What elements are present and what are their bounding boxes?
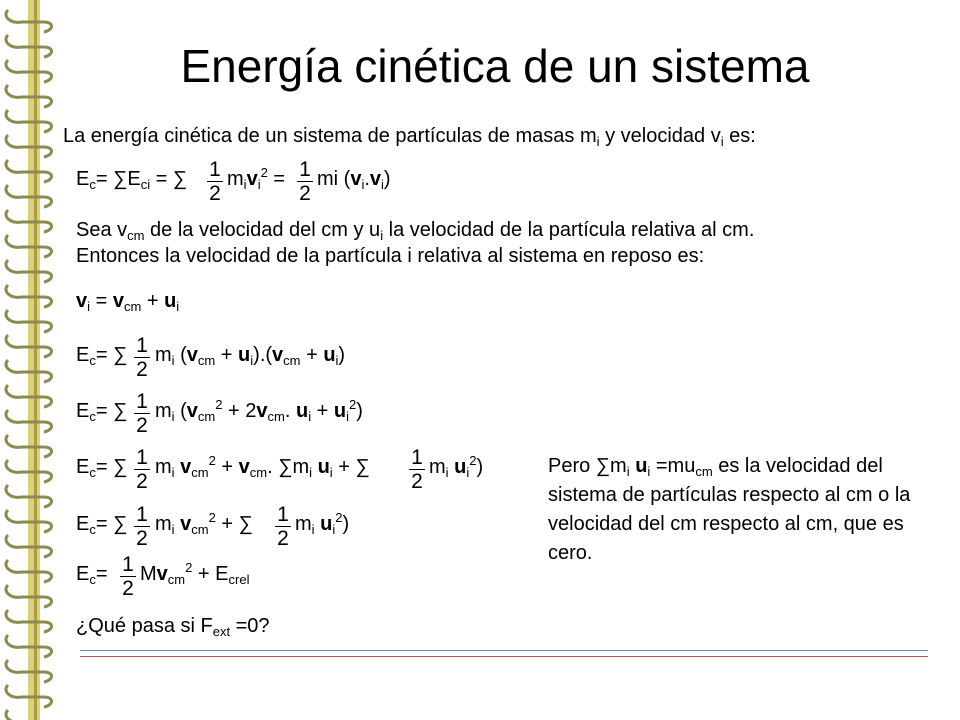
equation-ec-3-b: $m_i$ $v_{cm}^2 + v_{cm}$. $\sum m_i$ $u_i$ + ∑: [155, 453, 370, 480]
equation-ec-sum-c: mi $(v_i.v_i)$: [317, 168, 391, 192]
side-note: Pero $\sum m_i$ $u_i =mu_{cm}$ es la velocidad del sistema de partículas respecto al cm o la velocidad del cm respecto al cm, que es cero.: [548, 455, 911, 564]
equation-ec-4-c: $m_i$ $u_i^2$): [295, 510, 350, 537]
fraction-half: 1 2: [120, 554, 136, 599]
question-text: ¿Qué pasa si $F_{ext} =0$?: [76, 615, 270, 639]
equation-ec-5: $E_c=$: [76, 563, 108, 587]
fraction-half: 1 2: [134, 335, 150, 380]
fraction-half: 1 2: [297, 159, 313, 204]
equation-ec-2: $E_c=$ ∑: [76, 400, 128, 424]
equation-ec-5-b: $Mv_{cm}^2 + E_{crel}$: [140, 560, 250, 587]
fraction-half: 1 2: [409, 447, 425, 492]
equation-ec-1-b: $m_i$ $(v_{cm} + u_i).(v_{cm} + u_i)$: [155, 344, 346, 368]
equation-ec-3: $E_c=$ ∑: [76, 456, 128, 480]
equation-ec-1: $E_c=$ ∑: [76, 344, 128, 368]
equation-vi: $v_i = v_{cm} + u_i$: [76, 290, 180, 314]
fraction-half: 1 2: [134, 447, 150, 492]
slide-title: Energía cinética de un sistema: [180, 40, 810, 92]
fraction-half: 1 2: [275, 504, 291, 549]
equation-ec-sum: $E_c= \sum E_{ci}$ = ∑: [76, 168, 188, 192]
equation-ec-sum-b: $m_iv_i^2$ =: [227, 165, 286, 192]
fraction-half: 1 2: [134, 504, 150, 549]
spiral-binding: [0, 0, 56, 720]
equation-ec-2-b: $m_i$ ($v_{cm}^2 + 2v_{cm}$. $u_i + u_i^2$): [155, 397, 363, 424]
divider-blue: [80, 650, 928, 651]
divider-red: [80, 656, 928, 657]
equation-ec-4-b: $m_i$ $v_{cm}^2$ + ∑: [155, 510, 253, 537]
sea-text: Sea $v_{cm}$ de la velocidad del cm y $u_i$ la velocidad de la partícula relativa al cm.: [76, 219, 755, 243]
equation-ec-4: $E_c=$ ∑: [76, 513, 128, 537]
intro-text: La energía cinética de un sistema de partículas de masas $m_i$ y velocidad $v_i$ es:: [63, 125, 756, 149]
fraction-half: 1 2: [134, 391, 150, 436]
equation-ec-3-c: $m_i$ $u_i^2$): [429, 453, 484, 480]
entonces-text: Entonces la velocidad de la partícula i relativa al sistema en reposo es:: [76, 245, 705, 267]
fraction-half: 1 2: [207, 159, 223, 204]
